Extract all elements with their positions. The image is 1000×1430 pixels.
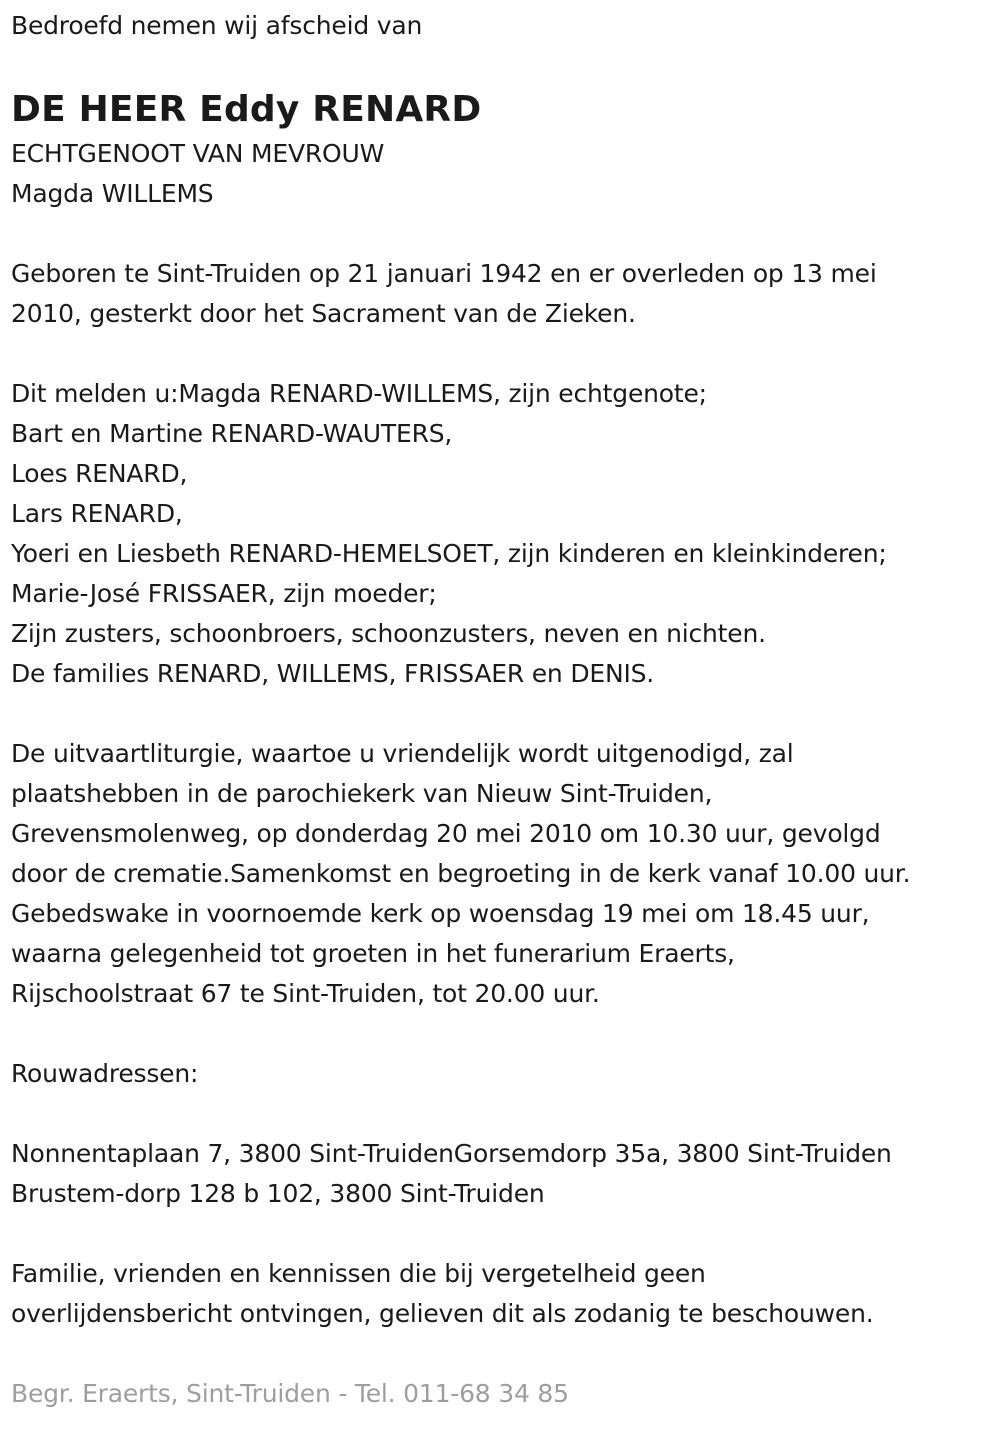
address-line: Brustem-dorp 128 b 102, 3800 Sint-Truiden	[11, 1179, 545, 1208]
list-item: Bart en Martine RENARD-WAUTERS,	[11, 419, 453, 448]
list-item: Marie-José FRISSAER, zijn moeder;	[11, 579, 437, 608]
addresses-label: Rouwadressen:	[11, 1059, 199, 1088]
list-item: Dit melden u:Magda RENARD-WILLEMS, zijn echtgenote;	[11, 379, 707, 408]
list-item: Loes RENARD,	[11, 459, 188, 488]
spouse-name: Magda WILLEMS	[11, 179, 214, 208]
announced-by-list	[11, 374, 991, 694]
deceased-name: DE HEER Eddy RENARD	[11, 89, 482, 130]
paragraph-line: Rijschoolstraat 67 te Sint-Truiden, tot 20.00 uur.	[11, 979, 600, 1008]
paragraph-line: Geboren te Sint-Truiden op 21 januari 1942 en er overleden op 13 mei	[11, 259, 877, 288]
paragraph-line: plaatshebben in de parochiekerk van Nieuw Sint-Truiden,	[11, 779, 713, 808]
paragraph-line: De uitvaartliturgie, waartoe u vriendelijk wordt uitgenodigd, zal	[11, 739, 794, 768]
paragraph-line: Familie, vrienden en kennissen die bij vergetelheid geen	[11, 1259, 706, 1288]
spouse-label: ECHTGENOOT VAN MEVROUW	[11, 139, 385, 168]
paragraph-line: Grevensmolenweg, op donderdag 20 mei 2010 om 10.30 uur, gevolgd	[11, 819, 881, 848]
address-line: Nonnentaplaan 7, 3800 Sint-TruidenGorsemdorp 35a, 3800 Sint-Truiden	[11, 1139, 892, 1168]
paragraph-line: Gebedswake in voornoemde kerk op woensdag 19 mei om 18.45 uur,	[11, 899, 870, 928]
list-item: De families RENARD, WILLEMS, FRISSAER en DENIS.	[11, 659, 655, 688]
paragraph-line: 2010, gesterkt door het Sacrament van de Zieken.	[11, 299, 636, 328]
funeral-paragraph	[11, 734, 991, 1014]
list-item: Zijn zusters, schoonbroers, schoonzusters, neven en nichten.	[11, 619, 766, 648]
funeral-home-footer: Begr. Eraerts, Sint-Truiden - Tel. 011-68 34 85	[11, 1379, 569, 1408]
intro-text: Bedroefd nemen wij afscheid van	[11, 11, 423, 40]
addresses-list	[11, 1134, 991, 1214]
paragraph-line: door de crematie.Samenkomst en begroeting in de kerk vanaf 10.00 uur.	[11, 859, 911, 888]
paragraph-line: waarna gelegenheid tot groeten in het funerarium Eraerts,	[11, 939, 735, 968]
list-item: Lars RENARD,	[11, 499, 183, 528]
list-item: Yoeri en Liesbeth RENARD-HEMELSOET, zijn kinderen en kleinkinderen;	[11, 539, 887, 568]
birth-death-paragraph	[11, 254, 991, 334]
obituary-notice	[11, 8, 991, 1414]
paragraph-line: overlijdensbericht ontvingen, gelieven dit als zodanig te beschouwen.	[11, 1299, 874, 1328]
closing-paragraph	[11, 1254, 991, 1334]
